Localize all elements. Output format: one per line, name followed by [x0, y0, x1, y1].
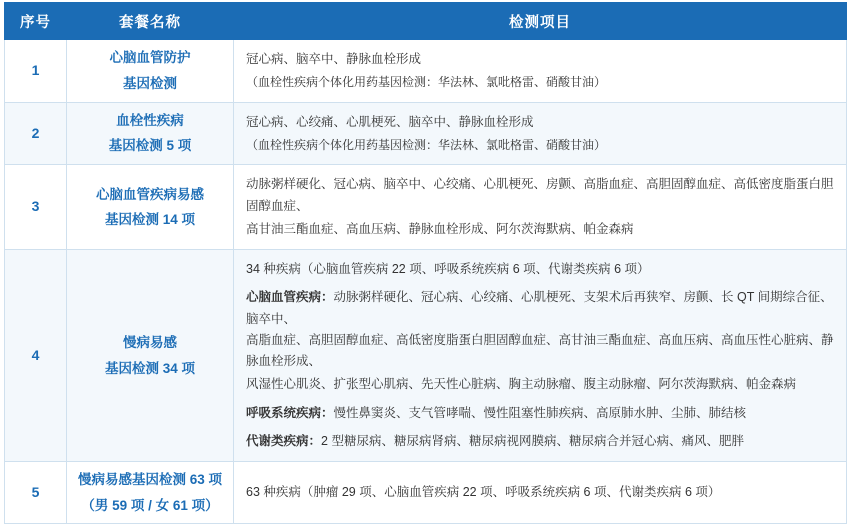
table-row — [5, 250, 847, 462]
package-name-line: 基因检测 — [123, 75, 177, 91]
items-note: （血栓性疾病个体化用药基因检测：华法林、氯吡格雷、硝酸甘油） — [246, 137, 607, 152]
package-name — [67, 250, 234, 462]
package-table — [4, 2, 847, 524]
group-label: 代谢类疾病： — [246, 433, 322, 448]
items-group-respiratory — [246, 403, 836, 424]
package-items — [234, 40, 847, 103]
package-items — [234, 102, 847, 165]
package-name — [67, 40, 234, 103]
package-name-line: 慢病易感基因检测 63 项 — [77, 472, 223, 488]
row-number: 3 — [5, 165, 67, 250]
group-text: 慢性鼻窦炎、支气管哮喘、慢性阻塞性肺疾病、高原肺水肿、尘肺、肺结核 — [333, 405, 747, 420]
table-row — [5, 40, 847, 103]
items-line: 高甘油三酯血症、高血压病、静脉血栓形成、阿尔茨海默病、帕金森病 — [246, 221, 634, 236]
group-text: 风湿性心肌炎、扩张型心肌病、先天性心脏病、胸主动脉瘤、腹主动脉瘤、阿尔茨海默病、帕金森病 — [246, 377, 797, 392]
table-row — [5, 165, 847, 250]
items-intro: 34 种疾病（心脑血管疾病 22 项、呼吸系统疾病 6 项、代谢类疾病 6 项） — [246, 262, 650, 277]
package-name-line: 心脑血管防护 — [109, 50, 191, 66]
header-row — [5, 3, 847, 40]
row-number: 4 — [5, 250, 67, 462]
table-header — [5, 3, 847, 40]
package-items — [234, 165, 847, 250]
table-body — [5, 40, 847, 524]
package-name-line: 慢病易感 — [123, 334, 177, 350]
header-cell-no: 序号 — [5, 3, 67, 40]
package-items — [234, 462, 847, 524]
table-row — [5, 102, 847, 165]
package-name-line: 基因检测 34 项 — [104, 360, 196, 376]
table-row — [5, 462, 847, 524]
items-group-cardio — [246, 287, 836, 395]
items-line: 63 种疾病（肿瘤 29 项、心脑血管疾病 22 项、呼吸系统疾病 6 项、代谢类疾病 6 项） — [246, 485, 721, 500]
items-group-metabolic — [246, 431, 836, 452]
group-text: 高脂血症、高胆固醇血症、高低密度脂蛋白胆固醇血症、高甘油三酯血症、高血压病、高血压性心脏病、静脉血栓形成、 — [246, 332, 834, 369]
package-name — [67, 102, 234, 165]
row-number: 5 — [5, 462, 67, 524]
package-name-line: （男 59 项 / 女 61 项） — [81, 497, 219, 513]
items-line: 冠心病、心绞痛、心肌梗死、脑卒中、静脉血栓形成 — [246, 114, 534, 129]
header-cell-items: 检测项目 — [234, 3, 847, 40]
group-text: 2 型糖尿病、糖尿病肾病、糖尿病视网膜病、糖尿病合并冠心病、痛风、肥胖 — [321, 433, 744, 448]
header-cell-name: 套餐名称 — [67, 3, 234, 40]
package-name-line: 基因检测 5 项 — [108, 138, 192, 154]
items-line: 冠心病、脑卒中、静脉血栓形成 — [246, 52, 422, 66]
package-name-line: 血栓性疾病 — [116, 112, 184, 128]
package-name-line: 基因检测 14 项 — [104, 212, 196, 228]
items-note: （血栓性疾病个体化用药基因检测：华法林、氯吡格雷、硝酸甘油） — [246, 75, 607, 90]
package-name — [67, 462, 234, 524]
group-text: 动脉粥样硬化、冠心病、心绞痛、心肌梗死、支架术后再狭窄、房颤、长 QT 间期综合征、脑卒中、 — [246, 290, 833, 326]
package-name — [67, 165, 234, 250]
items-line: 动脉粥样硬化、冠心病、脑卒中、心绞痛、心肌梗死、房颤、高脂血症、高胆固醇血症、高低密度脂蛋白胆固醇血症、 — [246, 177, 834, 213]
row-number: 2 — [5, 102, 67, 165]
group-label: 心脑血管疾病： — [246, 290, 334, 305]
package-name-line: 心脑血管疾病易感 — [96, 186, 204, 202]
package-items — [234, 250, 847, 462]
row-number: 1 — [5, 40, 67, 103]
group-label: 呼吸系统疾病： — [246, 405, 334, 420]
